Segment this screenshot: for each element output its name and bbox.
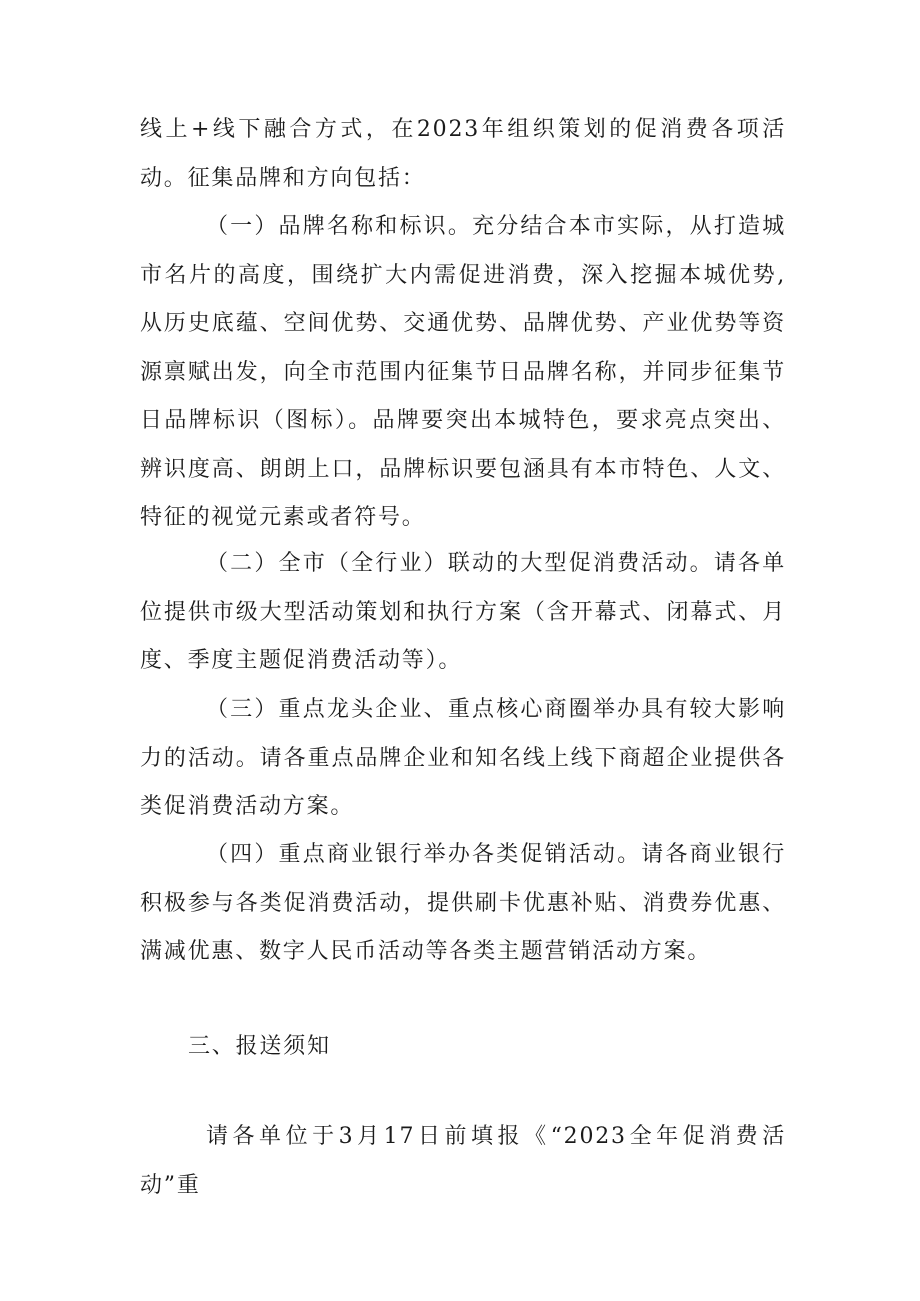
- continued-paragraph: 线上+线下融合方式，在2023年组织策划的促消费各项活动。征集品牌和方向包括：: [140, 117, 786, 191]
- item-citywide-promotion-activity: （二）全市（全行业）联动的大型促消费活动。请各单位提供市级大型活动策划和执行方案（含开幕式、闭幕式、月度、季度主题促消费活动等）。: [140, 551, 786, 673]
- item-key-enterprise-activity: （三）重点龙头企业、重点核心商圈举办具有较大影响力的活动。请各重点品牌企业和知名线上线下商超企业提供各类促消费活动方案。: [140, 697, 786, 819]
- item-brand-name-and-logo: （一）品牌名称和标识。充分结合本市实际，从打造城市名片的高度，围绕扩大内需促进消费，深入挖掘本城优势,从历史底蕴、空间优势、交通优势、品牌优势、产业优势等资源禀赋出发，向全市范围内征集节日品牌名称，并同步征集节日品牌标识（图标）。品牌要突出本城特色，要求亮点突出、辨识度高、朗朗上口，品牌标识要包涵具有本市特色、人文、特征的视觉元素或者符号。: [140, 214, 786, 530]
- item-commercial-bank-activity: （四）重点商业银行举办各类促销活动。请各商业银行积极参与各类促消费活动，提供刷卡优惠补贴、消费券优惠、满减优惠、数字人民币活动等各类主题营销活动方案。: [140, 842, 786, 964]
- submission-notice-paragraph: 请各单位于3月17日前填报《“2023全年促消费活动”重: [140, 1124, 786, 1198]
- section-heading-submission-notice: 三、报送须知: [188, 1034, 331, 1059]
